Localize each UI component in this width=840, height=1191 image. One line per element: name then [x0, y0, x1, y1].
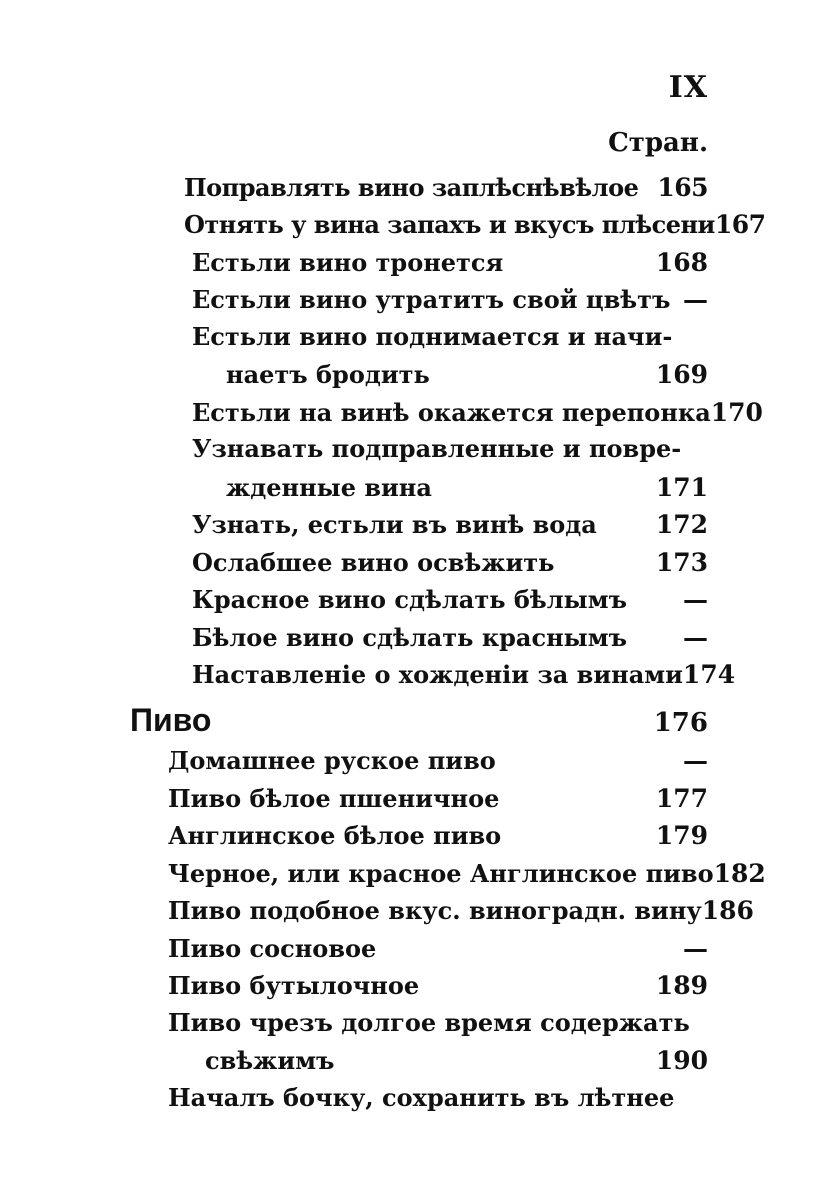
toc-entry-page: 168	[655, 248, 708, 277]
toc-entry-page: —	[683, 934, 708, 963]
toc-entry-text: Естьли вино поднимается и начи-	[192, 322, 673, 351]
toc-entry-page: 171	[655, 473, 708, 502]
toc-entry-page: 182	[713, 859, 766, 888]
toc-entry-page: 186	[701, 896, 754, 925]
toc-entry-text: Пиво бѣлое пшеничное	[168, 784, 500, 813]
toc-entry-text: Естьли вино тронется	[192, 248, 504, 277]
toc-entry-text: Бѣлое вино сдѣлать краснымъ	[192, 623, 627, 652]
page-number: IX	[668, 70, 708, 105]
toc-entry-text: Черное, или красное Англинское пиво	[168, 859, 714, 888]
toc-entry-page: 190	[655, 1046, 708, 1075]
toc-entry-text: Естьли вино утратитъ свой цвѣтъ	[192, 285, 671, 314]
toc-entry	[168, 1083, 708, 1112]
toc-entry-text: Наставленіе о хожденіи за винами	[192, 660, 683, 689]
toc-entry	[184, 210, 766, 239]
toc-entry-page: —	[683, 285, 708, 314]
toc-entry	[192, 322, 708, 351]
toc-entry-text: Домашнее руское пиво	[168, 746, 496, 775]
toc-entry-text: Естьли на винѣ окажется перепонка	[192, 398, 711, 427]
toc-entry	[168, 936, 708, 961]
toc-entry-text: Красное вино сдѣлать бѣлымъ	[192, 585, 627, 614]
toc-entry-text: Началъ бочку, сохранить въ лѣтнее	[168, 1083, 675, 1112]
toc-entry	[168, 1008, 708, 1037]
toc-entry	[192, 625, 708, 650]
page-column-header: Стран.	[608, 128, 708, 158]
toc-entry-page: 169	[655, 360, 708, 389]
toc-entry	[168, 859, 766, 888]
toc-entry-text: Поправлять вино заплѣснѣвѣлое	[184, 173, 639, 202]
toc-entry	[192, 550, 708, 575]
toc-entry-page: 170	[710, 398, 763, 427]
toc-entry-text: Пиво подобное вкус. виноградн. вину	[168, 896, 702, 925]
section-title: Пиво	[130, 702, 212, 738]
toc-entry	[192, 587, 708, 612]
toc-entry-text: Пиво чрезъ долгое время содержать	[168, 1008, 690, 1037]
toc-entry-text: Отнять у вина запахъ и вкусъ плѣсени	[184, 210, 715, 239]
toc-entry-page: 177	[655, 784, 708, 813]
toc-entry-page: 165	[657, 173, 708, 202]
toc-entry	[226, 475, 708, 500]
toc-entry	[192, 660, 736, 689]
toc-entry	[168, 786, 708, 811]
toc-entry	[192, 398, 763, 427]
toc-entry	[192, 287, 708, 312]
toc-entry	[192, 434, 708, 463]
toc-entry-page: —	[683, 623, 708, 652]
toc-entry	[184, 175, 708, 200]
toc-entry-text: свѣжимъ	[205, 1046, 335, 1075]
toc-entry-page: 173	[655, 548, 708, 577]
toc-entry	[168, 823, 708, 848]
toc-entry-text: Англинское бѣлое пиво	[168, 821, 502, 850]
toc-entry-text: Узнавать подправленные и повре-	[192, 434, 682, 463]
toc-entry-text: Пиво бутылочное	[168, 971, 420, 1000]
toc-entry-text: Узнать, естьли въ винѣ вода	[192, 510, 597, 539]
toc-entry	[168, 748, 708, 773]
toc-entry	[205, 1048, 708, 1073]
toc-entry	[192, 512, 708, 537]
toc-entry	[226, 362, 708, 387]
toc-entry-page: 172	[655, 510, 708, 539]
toc-entry-page: —	[683, 746, 708, 775]
toc-entry-text: жденные вина	[226, 473, 432, 502]
toc-entry-page: 179	[655, 821, 708, 850]
toc-entry	[168, 973, 708, 998]
toc-entry-page: —	[683, 585, 708, 614]
toc-entry	[192, 250, 708, 275]
toc-entry-page: 189	[655, 971, 708, 1000]
toc-entry-text: Ослабшее вино освѣжить	[192, 548, 555, 577]
section-heading-beer	[130, 702, 708, 739]
toc-entry-text: наетъ бродить	[226, 360, 430, 389]
section-page: 176	[653, 708, 708, 738]
toc-entry-text: Пиво сосновое	[168, 934, 377, 963]
toc-entry-page: 174	[682, 660, 736, 689]
toc-entry	[168, 896, 754, 925]
toc-entry-page: 167	[714, 210, 766, 239]
